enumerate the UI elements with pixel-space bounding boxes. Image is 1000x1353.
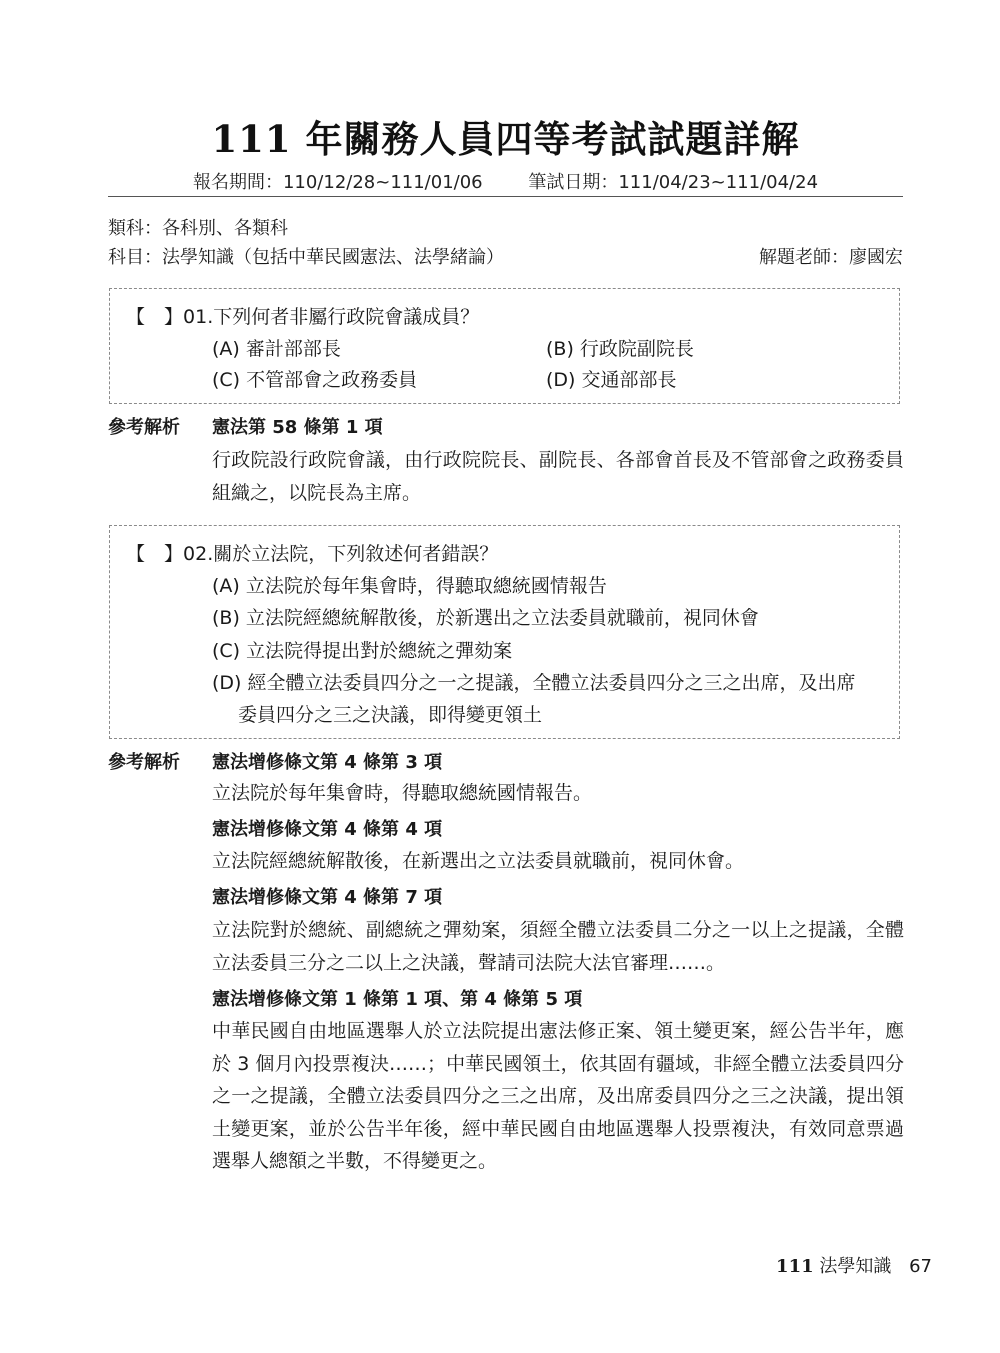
footer-year: 111 (776, 1256, 814, 1277)
answer-2-reference-1: 憲法增修條文第 4 條第 3 項 (212, 752, 443, 773)
registration-period: 報名期間：110/12/28~111/01/06 (192, 172, 483, 193)
category-line: 類科：各科別、各類科 (108, 218, 288, 239)
header-divider (108, 196, 903, 197)
exam-schedule (108, 170, 903, 196)
question-2-option-d-continued: 委員四分之三之決議，即得變更領土 (238, 704, 543, 726)
question-text: 下列何者非屬行政院會議成員？ (213, 306, 480, 328)
question-number: 01. (183, 306, 214, 328)
answer-2-label: 參考解析 (108, 752, 180, 773)
question-1-stem (126, 302, 479, 332)
page-title: 111 年關務人員四等考試試題詳解 (211, 117, 800, 161)
question-2-stem (126, 539, 498, 569)
answer-bracket: 【 】 (126, 543, 184, 565)
question-2-option-c: (C) 立法院得提出對於總統之彈劾案 (212, 640, 513, 662)
subject-line: 科目：法學知識（包括中華民國憲法、法學緒論） (108, 247, 504, 268)
answer-bracket: 【 】 (126, 306, 184, 328)
page-number: 67 (909, 1256, 932, 1277)
teacher-line: 解題老師：廖國宏 (759, 247, 903, 268)
question-1-option-b: (B) 行政院副院長 (546, 338, 694, 360)
answer-2-explanation-3: 立法院對於總統、副總統之彈劾案，須經全體立法委員二分之一以上之提議，全體立法委員三分之二以上之決議，聲請司法院大法官審理……。 (212, 919, 904, 974)
question-1-option-a: (A) 審計部部長 (212, 338, 341, 360)
question-2-option-b: (B) 立法院經總統解散後，於新選出之立法委員就職前，視同休會 (212, 607, 759, 629)
answer-2-explanation-1: 立法院於每年集會時，得聽取總統國情報告。 (212, 782, 593, 804)
question-number: 02. (183, 543, 214, 565)
page-footer (776, 1254, 932, 1280)
answer-1-label: 參考解析 (108, 417, 180, 438)
answer-1-reference: 憲法第 58 條第 1 項 (212, 417, 383, 438)
exam-date: 筆試日期：111/04/23~111/04/24 (528, 172, 819, 193)
question-1-option-d: (D) 交通部部長 (546, 369, 677, 391)
answer-1-explanation: 行政院設行政院會議，由行政院院長、副院長、各部會首長及不管部會之政務委員組織之，以院長為主席。 (212, 449, 904, 504)
answer-2-reference-3: 憲法增修條文第 4 條第 7 項 (212, 887, 443, 908)
question-2-option-a: (A) 立法院於每年集會時，得聽取總統國情報告 (212, 575, 607, 597)
footer-book-title: 法學知識 (819, 1256, 892, 1277)
question-2-option-d: (D) 經全體立法委員四分之一之提議，全體立法委員四分之三之出席，及出席 (212, 672, 856, 694)
question-text: 關於立法院，下列敘述何者錯誤？ (213, 543, 499, 565)
answer-2-explanation-4: 中華民國自由地區選舉人於立法院提出憲法修正案、領土變更案，經公告半年，應於 3 個月內投票複決……；中華民國領土，依其固有疆域，非經全體立法委員四分之一之提議，全體立法委員四分之三之出席，及出席委員四分之三之決議，提出領土變更案，並於公告半年後，經中華民國自由地區選舉人投票複決，有效同意票過選舉人總額之半數，不得變更之。 (212, 1020, 904, 1172)
answer-2-reference-4: 憲法增修條文第 1 條第 1 項、第 4 條第 5 項 (212, 989, 583, 1010)
question-1-option-c: (C) 不管部會之政務委員 (212, 369, 418, 391)
answer-2-explanation-2: 立法院經總統解散後，在新選出之立法委員就職前，視同休會。 (212, 850, 745, 872)
answer-2-reference-2: 憲法增修條文第 4 條第 4 項 (212, 819, 443, 840)
